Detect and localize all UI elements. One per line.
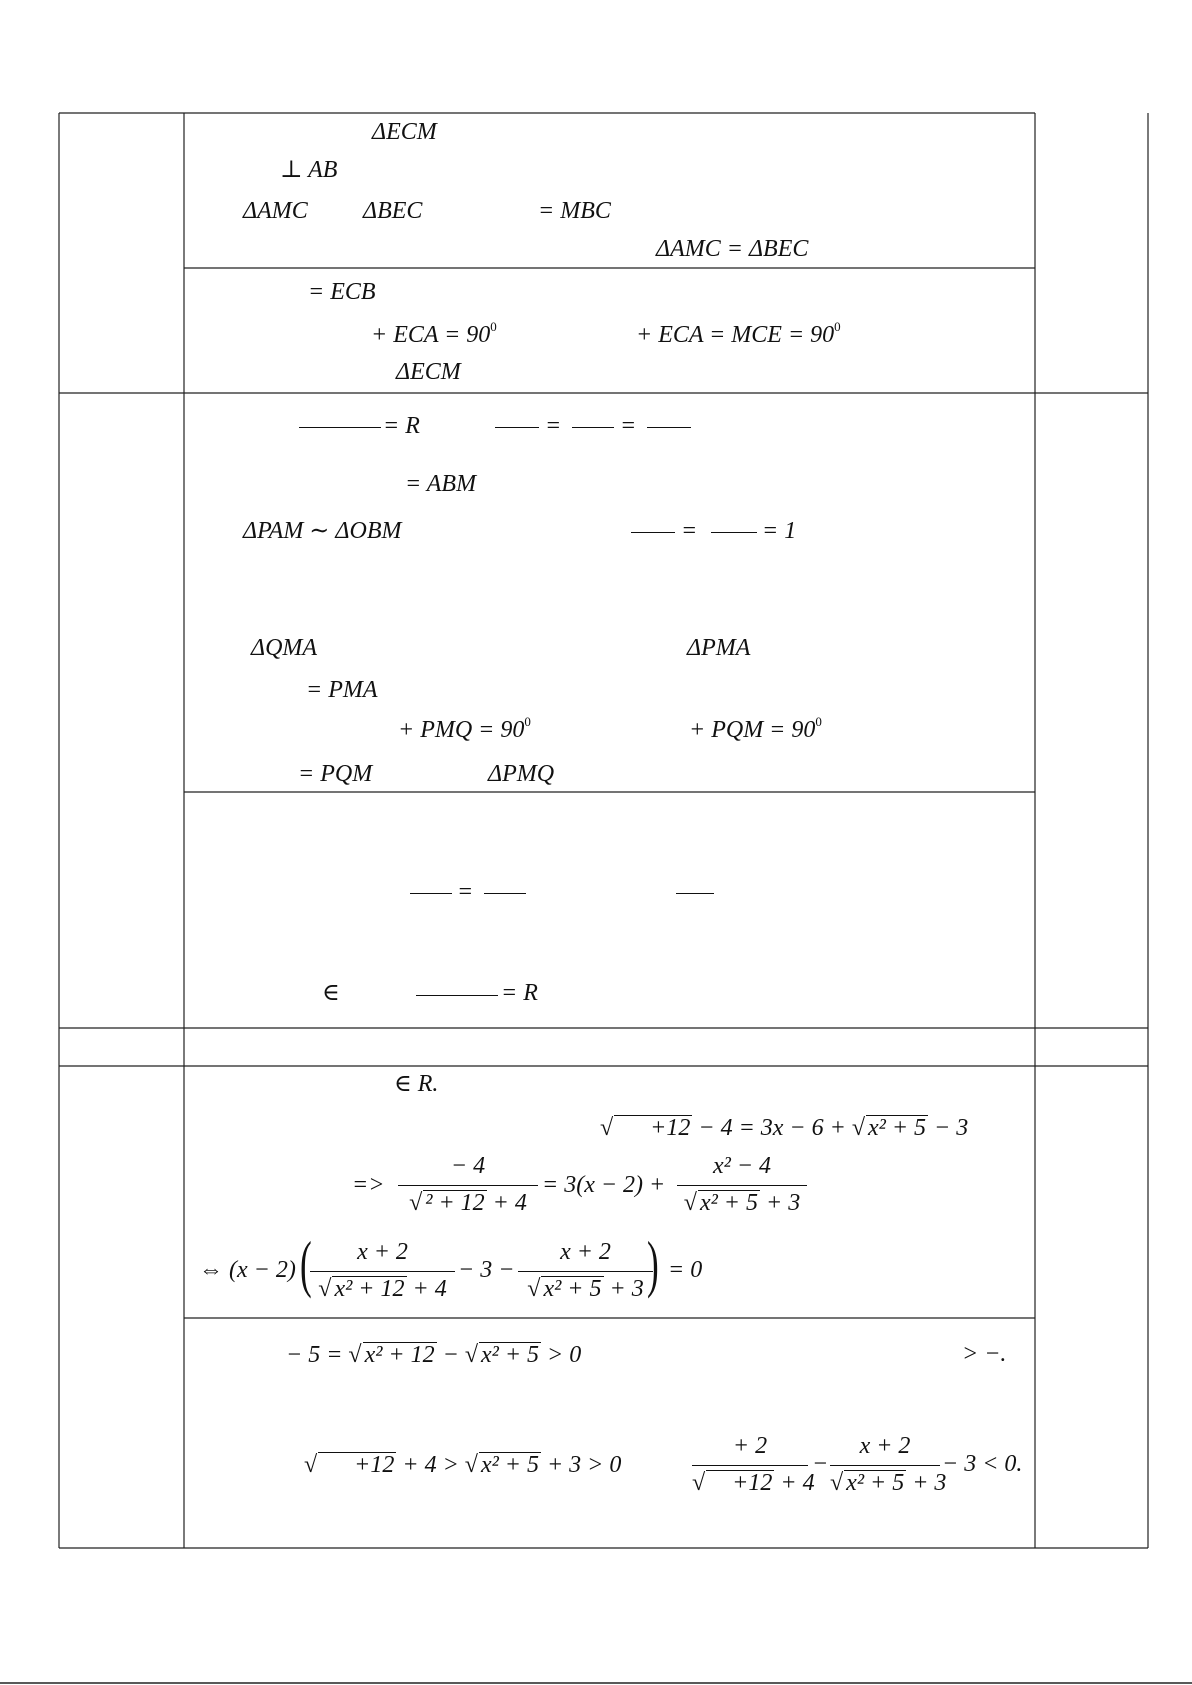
row1-line3c: = MBC: [538, 198, 611, 224]
left-paren: (: [300, 1228, 312, 1299]
right-paren: ): [647, 1228, 659, 1299]
row4-line6-minus: −: [812, 1451, 829, 1477]
row4-line3-fraction1: − 4 √ ² + 12 + 4: [398, 1150, 538, 1220]
fraction-bar: [299, 427, 381, 428]
fraction-bar: [711, 532, 757, 533]
fraction-bar: [631, 532, 675, 533]
row1-line7: ΔECM: [396, 359, 461, 385]
row2-line3a: ΔPAM ∼ ΔOBM: [243, 518, 402, 544]
row2-line7b: ΔPMQ: [488, 761, 555, 787]
row2-line6b: + PQM = $90^0$: [689, 714, 822, 743]
row1-line1: ΔECM: [372, 119, 437, 145]
row1-line4: ΔAMC = ΔBEC: [656, 236, 809, 262]
row1-line6a: + ECA = $90^0$: [371, 319, 497, 348]
row4-line4-mid: − 3 −: [458, 1257, 515, 1283]
row4-line6-fraction1: + 2 √ +12 + 4: [692, 1433, 815, 1496]
row4-line4-fraction2: x + 2 √ x² + 5 + 3: [518, 1236, 653, 1306]
fraction-bar: [410, 893, 452, 894]
fraction-bar: [416, 995, 498, 996]
row2-line9a: ∈: [322, 980, 340, 1006]
row4-line3-mid: = 3(x − 2) +: [542, 1172, 666, 1198]
row4-line5: − 5 = √ x² + 12 − √ x² + 5 > 0: [286, 1342, 582, 1368]
row1-line5: = ECB: [308, 279, 376, 305]
row4-line5-end: > −.: [962, 1341, 1007, 1367]
row4-line4-post: = 0: [668, 1257, 703, 1283]
row2-line9b: = R: [501, 980, 538, 1006]
fraction-bar: [647, 427, 691, 428]
row4-line3-fraction2: x² − 4 √ x² + 5 + 3: [677, 1150, 807, 1220]
row4-line4-fraction1: x + 2 √ x² + 12 + 4: [310, 1236, 455, 1306]
row4-line1: ∈ R.: [394, 1071, 439, 1097]
fraction-bar: [495, 427, 539, 428]
row4-line3-implies: =>: [352, 1172, 385, 1198]
row2-line8-eq: =: [457, 879, 474, 905]
row4-line2: √ +12 − 4 = 3x − 6 + √ x² + 5 − 3: [600, 1115, 969, 1141]
row2-line5: = PMA: [306, 677, 378, 703]
row1-line3a: ΔAMC: [243, 198, 308, 224]
row4-line6-post: − 3 < 0.: [942, 1451, 1023, 1477]
row2-line2: = ABM: [405, 471, 477, 497]
row1-line6b: + ECA = MCE = $90^0$: [636, 319, 841, 348]
row2-line3-one: = 1: [762, 518, 797, 544]
row2-line6a: + PMQ = $90^0$: [398, 714, 531, 743]
fraction-bar: [676, 893, 714, 894]
row1-line3b: ΔBEC: [363, 198, 423, 224]
row2-line1-eq2: =: [620, 413, 637, 439]
row2-line7a: = PQM: [298, 761, 373, 787]
row2-line1-eq1: =: [545, 413, 562, 439]
row2-line4a: ΔQMA: [251, 635, 318, 661]
row2-line4b: ΔPMA: [687, 635, 751, 661]
row4-line6: √ +12 + 4 > √ x² + 5 + 3 > 0: [304, 1452, 622, 1478]
row2-line1-r: = R: [383, 413, 420, 439]
fraction-bar: [572, 427, 614, 428]
fraction-bar: [484, 893, 526, 894]
row2-line3-eq: =: [681, 518, 698, 544]
row4-line4-pre: ⇔ (x − 2): [199, 1257, 296, 1283]
row4-line6-fraction2: x + 2 √ x² + 5 + 3: [830, 1433, 947, 1496]
row1-line2: ⊥ AB: [280, 157, 338, 183]
